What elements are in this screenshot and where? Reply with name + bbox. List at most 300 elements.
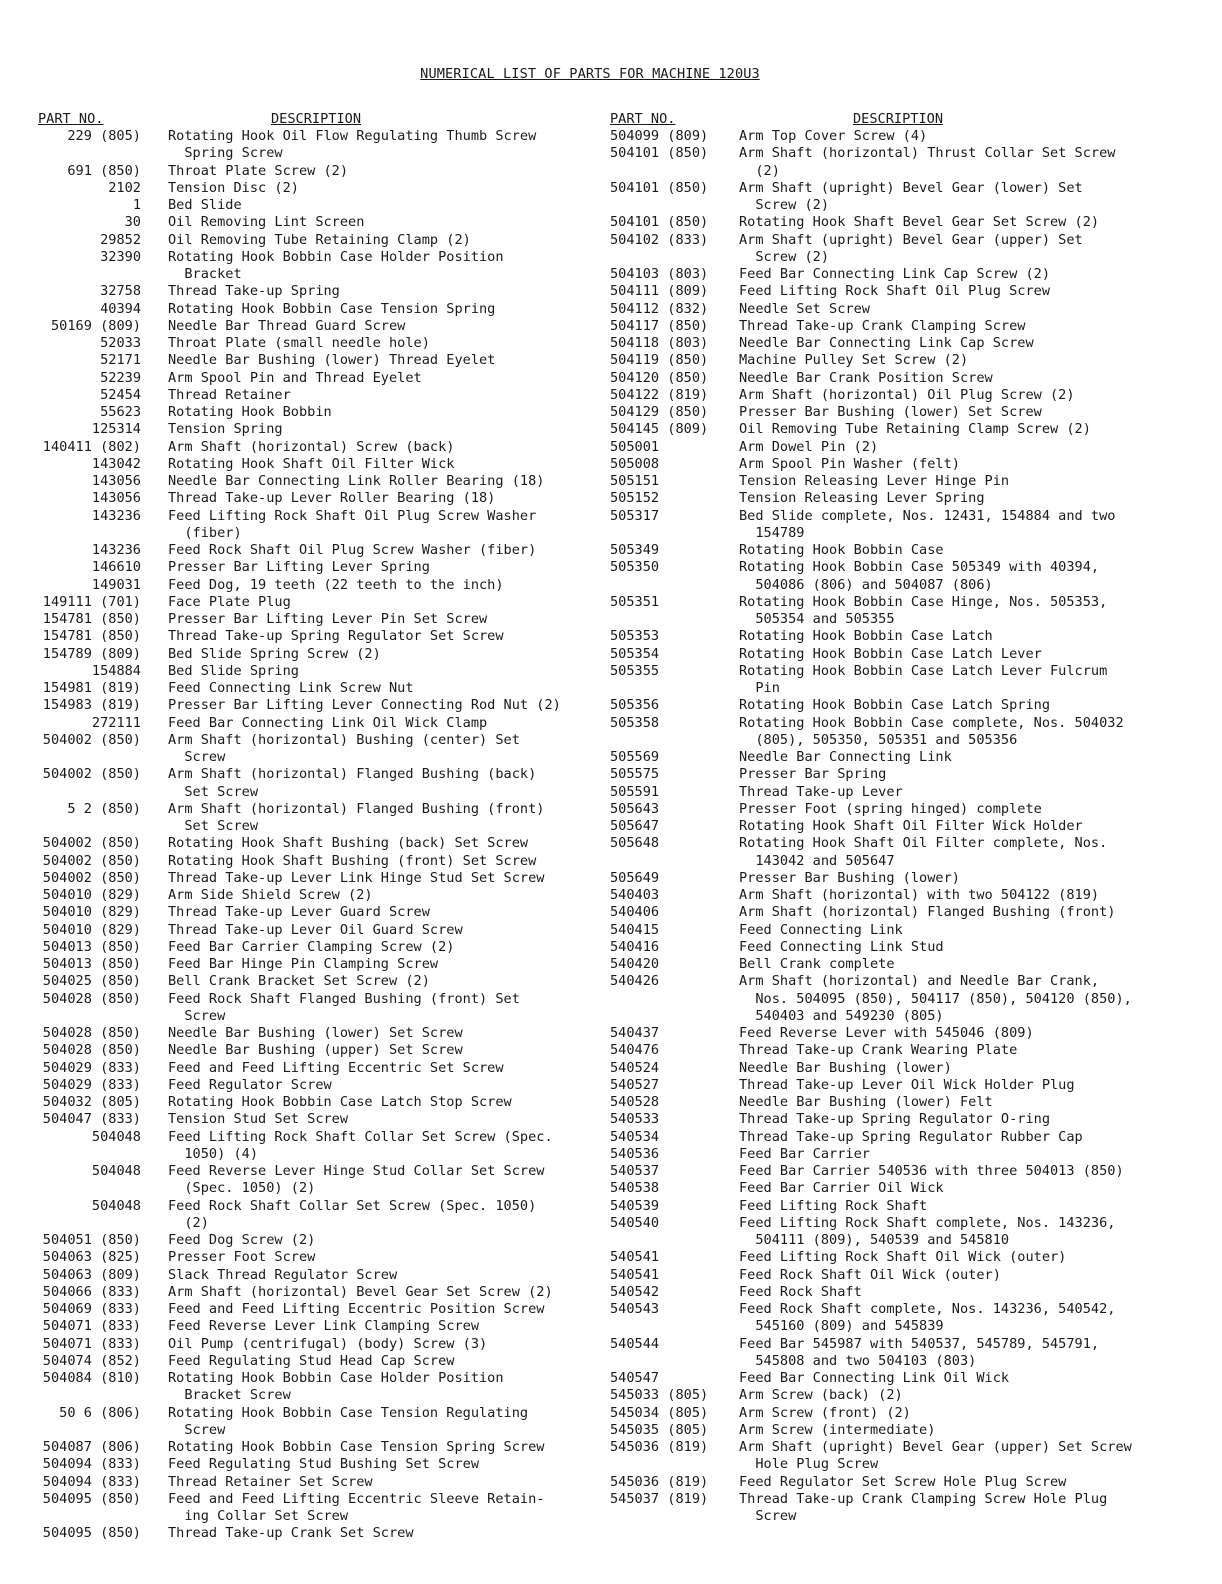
part-description: Feed Connecting Link Screw Nut [168,680,414,696]
part-row [610,370,1210,387]
part-number: 5 2 (850) [67,800,141,817]
part-row [610,628,1210,645]
part-description: Feed Reverse Lever Link Clamping Screw [168,1318,479,1335]
part-description: Needle Bar Connecting Link Cap Screw [739,335,1034,351]
part-number: 229 (805) [67,128,141,144]
part-number: 505575 [610,766,660,783]
part-row [610,1249,1210,1266]
part-number: 540420 [610,956,660,972]
part-number: 504129 (850) [610,404,709,420]
part-description: Feed Bar Carrier 540536 with three 504013 (850) [739,1163,1124,1179]
part-number: 545036 (819) [610,1473,709,1490]
part-row [610,266,1210,283]
part-row [38,473,608,490]
part-number: 540541 [610,1249,660,1266]
part-description: Needle Bar Crank Position Screw [739,369,993,386]
part-description: Needle Bar Connecting Link Roller Bearing (18) [168,473,545,489]
part-row [610,1060,1210,1077]
part-number: 504120 (850) [610,369,709,386]
part-row [610,973,1210,1025]
part-number: 505569 [610,749,660,765]
part-description: Feed Lifting Rock Shaft complete, Nos. 143236, 504111 (809), 540539 and 545810 [739,1214,1116,1248]
part-description: Feed and Feed Lifting Eccentric Sleeve Retain- ing Collar Set Screw [168,1490,545,1524]
part-description: Needle Bar Thread Guard Screw [168,317,406,334]
part-row [610,1094,1210,1111]
part-row [610,784,1210,801]
part-row [38,835,608,852]
part-description: Bell Crank Bracket Set Screw (2) [168,973,430,990]
part-number: 545037 (819) [610,1490,709,1507]
part-description: Needle Bar Connecting Link [739,749,952,765]
part-row [610,939,1210,956]
part-number: 154983 (819) [42,697,141,714]
part-number: 504101 (850) [610,214,709,231]
part-number: 505317 [610,507,660,524]
part-description: Arm Shaft (horizontal) Flanged Bushing (back) Set Screw [168,766,537,800]
part-number: 540539 [610,1197,660,1214]
part-row [610,318,1210,335]
part-row [38,1474,608,1491]
part-number: 140411 (802) [42,438,141,455]
part-number: 540527 [610,1076,660,1093]
part-number: 504002 (850) [42,869,141,886]
part-number: 504028 (850) [42,1025,141,1041]
part-number: 504095 (850) [42,1490,141,1507]
part-row [610,766,1210,783]
parts-list-right [610,128,1210,1525]
part-description: Arm Side Shield Screw (2) [168,887,373,903]
part-row [610,1215,1210,1250]
part-no-header: PART NO. [610,111,676,127]
part-row [38,1301,608,1318]
part-number: 143056 [91,473,141,489]
part-description: Rotating Hook Bobbin Case Hinge, Nos. 505353, 505354 and 505355 [739,593,1108,627]
part-row [38,559,608,576]
part-description: Machine Pulley Set Screw (2) [739,352,969,369]
part-number: 504010 (829) [42,887,141,903]
part-number: 504087 (806) [42,1439,141,1455]
part-number: 504117 (850) [610,317,709,334]
part-number: 505643 [610,800,660,817]
part-row [38,1042,608,1059]
part-row [38,335,608,352]
part-number: 504102 (833) [610,231,709,248]
part-number: 540416 [610,938,660,955]
part-description: Arm Screw (intermediate) [739,1421,936,1438]
part-row [38,1025,608,1042]
part-number: 504028 (850) [42,1042,141,1059]
part-number: 505591 [610,783,660,800]
part-description: Tension Disc (2) [168,179,299,196]
part-number: 540534 [610,1128,660,1145]
part-number: 540533 [610,1111,660,1128]
part-number: 504048 [91,1163,141,1179]
part-description: Rotating Hook Oil Flow Regulating Thumb Screw Spring Screw [168,128,537,162]
part-number: 50169 (809) [50,317,141,334]
part-row [38,318,608,335]
part-row [38,456,608,473]
part-row [610,301,1210,318]
part-row [38,1456,608,1473]
part-description: Arm Dowel Pin (2) [739,438,879,455]
part-description: Thread Take-up Lever [739,783,903,800]
part-description: Feed Bar Hinge Pin Clamping Screw [168,956,439,972]
part-description: Feed Connecting Link Stud [739,938,944,955]
part-number: 504066 (833) [42,1283,141,1300]
part-number: 504029 (833) [42,1076,141,1093]
part-number: 504122 (819) [610,386,709,403]
part-description: Arm Shaft (horizontal) Bevel Gear Set Screw (2) [168,1283,553,1300]
part-number: 30 [124,214,141,231]
part-number: 540528 [610,1094,660,1110]
part-row [38,1077,608,1094]
part-number: 504071 (833) [42,1318,141,1335]
part-description: Thread Take-up Spring Regulator Set Screw [168,628,504,645]
part-description: Face Plate Plug [168,593,291,610]
part-row [610,145,1210,180]
part-number: 143056 [91,490,141,507]
part-number: 540544 [610,1335,660,1352]
part-description: Arm Top Cover Screw (4) [739,128,928,144]
part-row [38,1060,608,1077]
part-description: Thread Retainer [168,386,291,403]
part-number: 504051 (850) [42,1232,141,1248]
part-description: Feed Regulating Stud Head Cap Screw [168,1352,455,1369]
part-row [610,870,1210,887]
part-number: 143042 [91,455,141,472]
part-description: Thread Take-up Lever Roller Bearing (18) [168,490,496,507]
part-description: Thread Take-up Crank Clamping Screw [739,317,1026,334]
part-row [610,542,1210,559]
part-number: 32758 [100,283,141,300]
part-row [610,490,1210,507]
part-row [610,1491,1210,1526]
part-number: 545034 (805) [610,1404,709,1421]
part-row [38,853,608,870]
part-number: 32390 [100,248,141,265]
part-description: Thread Take-up Lever Oil Wick Holder Plug [739,1076,1075,1093]
part-number: 504118 (803) [610,335,709,351]
part-description: Arm Screw (back) (2) [739,1387,903,1404]
part-description: Needle Set Screw [739,300,870,317]
part-row [610,439,1210,456]
part-row [610,232,1210,267]
part-description: Feed Regulating Stud Bushing Set Screw [168,1456,479,1473]
part-description: Rotating Hook Shaft Bevel Gear Set Screw (2) [739,214,1100,231]
part-number: 504010 (829) [42,904,141,921]
part-row [38,283,608,300]
part-row [610,887,1210,904]
part-row [610,1405,1210,1422]
part-row [38,973,608,990]
part-row [38,508,608,543]
part-number: 1 [132,197,141,213]
part-row [38,1318,608,1335]
part-number: 52454 [100,386,141,403]
part-row [38,214,608,231]
part-row [38,594,608,611]
part-row [38,163,608,180]
part-description: Feed and Feed Lifting Eccentric Set Screw [168,1059,504,1076]
part-row [610,1042,1210,1059]
part-row [610,1163,1210,1180]
part-row [38,249,608,284]
part-number: 540541 [610,1266,660,1283]
part-number: 540538 [610,1180,660,1197]
part-description: Throat Plate (small needle hole) [168,335,430,351]
part-description: Rotating Hook Bobbin Case Latch Spring [739,697,1050,714]
part-number: 272111 [91,714,141,731]
part-description: Feed Rock Shaft Oil Wick (outer) [739,1266,1001,1283]
part-row [610,1146,1210,1163]
part-number: 505358 [610,714,660,731]
part-row [38,991,608,1026]
part-row [38,1111,608,1128]
part-row [38,1198,608,1233]
part-description: Rotating Hook Bobbin Case Tension Spring [168,300,496,317]
part-number: 504103 (803) [610,266,709,282]
part-row [38,1525,608,1542]
part-number: 149031 [91,576,141,593]
part-description: Arm Spool Pin Washer (felt) [739,455,960,472]
part-description: Rotating Hook Bobbin Case complete, Nos. 504032 (805), 505350, 505351 and 505356 [739,714,1124,748]
part-description: Arm Spool Pin and Thread Eyelet [168,369,422,386]
part-row [610,456,1210,473]
part-row [38,1094,608,1111]
part-description: Presser Foot (spring hinged) complete [739,800,1042,817]
part-description: Thread Take-up Crank Set Screw [168,1525,414,1542]
part-row [610,1025,1210,1042]
part-row [38,439,608,456]
part-row [38,232,608,249]
part-number: 540542 [610,1283,660,1300]
part-row [610,180,1210,215]
part-number: 504047 (833) [42,1111,141,1128]
part-number: 540540 [610,1214,660,1231]
part-number: 504013 (850) [42,956,141,972]
part-description: Needle Bar Bushing (lower) Felt [739,1094,993,1110]
part-description: Rotating Hook Bobbin Case Latch [739,628,993,645]
part-row [38,611,608,628]
part-row [38,490,608,507]
part-description: Rotating Hook Bobbin Case Holder Position Bracket Screw [168,1370,504,1404]
part-description: Feed Reverse Lever with 545046 (809) [739,1025,1034,1041]
part-number: 545033 (805) [610,1387,709,1404]
part-row [38,646,608,663]
part-description: Arm Shaft (horizontal) Thrust Collar Set Screw (2) [739,145,1116,179]
part-description: Oil Removing Tube Retaining Clamp Screw (2) [739,421,1091,438]
part-number: 505648 [610,835,660,852]
part-number: 504084 (810) [42,1370,141,1386]
part-number: 154884 [91,662,141,679]
part-description: Arm Shaft (horizontal) Flanged Bushing (front) [739,904,1116,921]
part-description: Feed Dog Screw (2) [168,1232,316,1248]
part-row [38,1163,608,1198]
parts-list-left [38,128,608,1543]
part-number: 154981 (819) [42,680,141,696]
part-description: Feed Bar Connecting Link Oil Wick [739,1370,1010,1386]
part-description: Feed Rock Shaft [739,1283,862,1300]
part-number: 505351 [610,593,660,610]
part-description: Arm Shaft (horizontal) Flanged Bushing (front) Set Screw [168,800,545,834]
part-row [610,1301,1210,1336]
part-description: Rotating Hook Bobbin Case Tension Regulating Screw [168,1404,529,1438]
part-number: 505350 [610,559,660,576]
part-row [38,1405,608,1440]
part-number: 505008 [610,455,660,472]
part-description: Rotating Hook Bobbin Case Tension Spring Screw [168,1439,545,1455]
part-number: 540547 [610,1370,660,1386]
part-number: 505649 [610,869,660,886]
part-description: Rotating Hook Bobbin Case Latch Stop Screw [168,1094,512,1110]
part-number: 55623 [100,404,141,420]
part-row [38,301,608,318]
part-row [38,697,608,714]
part-number: 143236 [91,542,141,558]
part-number: 154781 (850) [42,611,141,627]
part-description: Rotating Hook Shaft Oil Filter Wick [168,455,455,472]
part-row [38,663,608,680]
part-row [38,542,608,559]
part-row [610,387,1210,404]
part-description: Arm Shaft (horizontal) Bushing (center) Set Screw [168,731,520,765]
part-description: Feed Rock Shaft Collar Set Screw (Spec. 1050) (2) [168,1197,537,1231]
part-row [610,508,1210,543]
part-description: Rotating Hook Bobbin Case [739,542,944,558]
part-number: 504069 (833) [42,1301,141,1317]
part-row [610,1474,1210,1491]
part-row [38,1353,608,1370]
part-description: Feed Bar Connecting Link Oil Wick Clamp [168,714,488,731]
part-row [610,1198,1210,1215]
part-number: 504112 (832) [610,300,709,317]
part-row [610,801,1210,818]
part-row [610,214,1210,231]
part-row [610,749,1210,766]
part-row [38,1491,608,1526]
part-description: Presser Bar Lifting Lever Connecting Rod Nut (2) [168,697,561,714]
part-number: 545035 (805) [610,1421,709,1438]
part-number: 154789 (809) [42,645,141,662]
part-row [38,577,608,594]
part-number: 154781 (850) [42,628,141,645]
part-number: 504094 (833) [42,1473,141,1490]
part-description: Thread Take-up Crank Wearing Plate [739,1042,1018,1059]
part-description: Needle Bar Bushing (upper) Set Screw [168,1042,463,1059]
part-row [38,766,608,801]
part-row [610,1129,1210,1146]
part-description: Feed Lifting Rock Shaft Oil Wick (outer) [739,1249,1067,1266]
part-description: Feed Lifting Rock Shaft Collar Set Screw (Spec. 1050) (4) [168,1128,553,1162]
part-row [38,180,608,197]
part-description: Feed and Feed Lifting Eccentric Position Screw [168,1301,545,1317]
part-number: 540403 [610,887,660,903]
part-description: Throat Plate Screw (2) [168,162,349,179]
part-row [610,1422,1210,1439]
part-description: Feed Bar Carrier [739,1145,870,1162]
part-number: 505152 [610,490,660,507]
part-number: 504063 (809) [42,1266,141,1283]
part-number: 505001 [610,438,660,455]
part-description: Feed Lifting Rock Shaft [739,1197,928,1214]
part-row [38,197,608,214]
part-description: Needle Bar Bushing (lower) Set Screw [168,1025,463,1041]
part-row [38,904,608,921]
part-row [610,904,1210,921]
part-number: 540537 [610,1163,660,1179]
part-number: 504094 (833) [42,1456,141,1473]
part-row [610,646,1210,663]
part-row [38,680,608,697]
part-row [610,283,1210,300]
part-description: Tension Stud Set Screw [168,1111,349,1128]
part-description: Bed Slide Spring [168,662,299,679]
part-number: 149111 (701) [42,593,141,610]
part-description: Arm Shaft (horizontal) and Needle Bar Crank, Nos. 504095 (850), 504117 (850), 504120 (850), 540403 and 549230 (805) [739,973,1132,1024]
part-description: Tension Spring [168,421,283,438]
part-row [610,1267,1210,1284]
part-number: 504013 (850) [42,938,141,955]
part-row [610,1336,1210,1371]
part-row [610,663,1210,698]
part-description: Feed Rock Shaft complete, Nos. 143236, 540542, 545160 (809) and 545839 [739,1301,1116,1335]
part-row [38,1267,608,1284]
part-number: 50 6 (806) [59,1404,141,1421]
parts-column-left [38,111,608,1543]
part-description: Thread Take-up Lever Oil Guard Screw [168,921,463,938]
part-row [38,128,608,163]
part-number: 504101 (850) [610,179,709,196]
part-number: 505355 [610,662,660,679]
part-description: Feed Dog, 19 teeth (22 teeth to the inch) [168,576,504,593]
part-number: 504002 (850) [42,731,141,748]
part-row [38,1129,608,1164]
part-number: 40394 [100,300,141,317]
part-row [610,404,1210,421]
part-description: Thread Take-up Spring Regulator O-ring [739,1111,1050,1128]
part-description: Thread Take-up Lever Link Hinge Stud Set Screw [168,869,545,886]
part-description: Bed Slide Spring Screw (2) [168,645,381,662]
part-row [610,818,1210,835]
part-description: Thread Take-up Spring Regulator Rubber Cap [739,1128,1083,1145]
part-number: 505356 [610,697,660,714]
part-row [610,335,1210,352]
part-row [610,559,1210,594]
part-row [38,1370,608,1405]
part-number: 505349 [610,542,660,558]
part-number: 504095 (850) [42,1525,141,1542]
part-description: Rotating Hook Shaft Bushing (back) Set Screw [168,835,529,852]
part-number: 540476 [610,1042,660,1059]
part-number: 504099 (809) [610,128,709,144]
part-description: Tension Releasing Lever Spring [739,490,985,507]
parts-column-right [610,111,1210,1525]
part-number: 505151 [610,473,660,489]
part-row [610,922,1210,939]
part-row [610,956,1210,973]
part-number: 125314 [91,421,141,438]
part-description: Oil Removing Lint Screen [168,214,365,231]
part-number: 143236 [91,507,141,524]
part-description: Bed Slide complete, Nos. 12431, 154884 and two 154789 [739,507,1116,541]
part-number: 540406 [610,904,660,921]
part-row [610,352,1210,369]
part-description: Feed Lifting Rock Shaft Oil Plug Screw Washer (fiber) [168,507,537,541]
part-description: Thread Retainer Set Screw [168,1473,373,1490]
part-row [38,421,608,438]
part-description: Feed Bar 545987 with 540537, 545789, 545791, 545808 and two 504103 (803) [739,1335,1100,1369]
part-row [38,404,608,421]
